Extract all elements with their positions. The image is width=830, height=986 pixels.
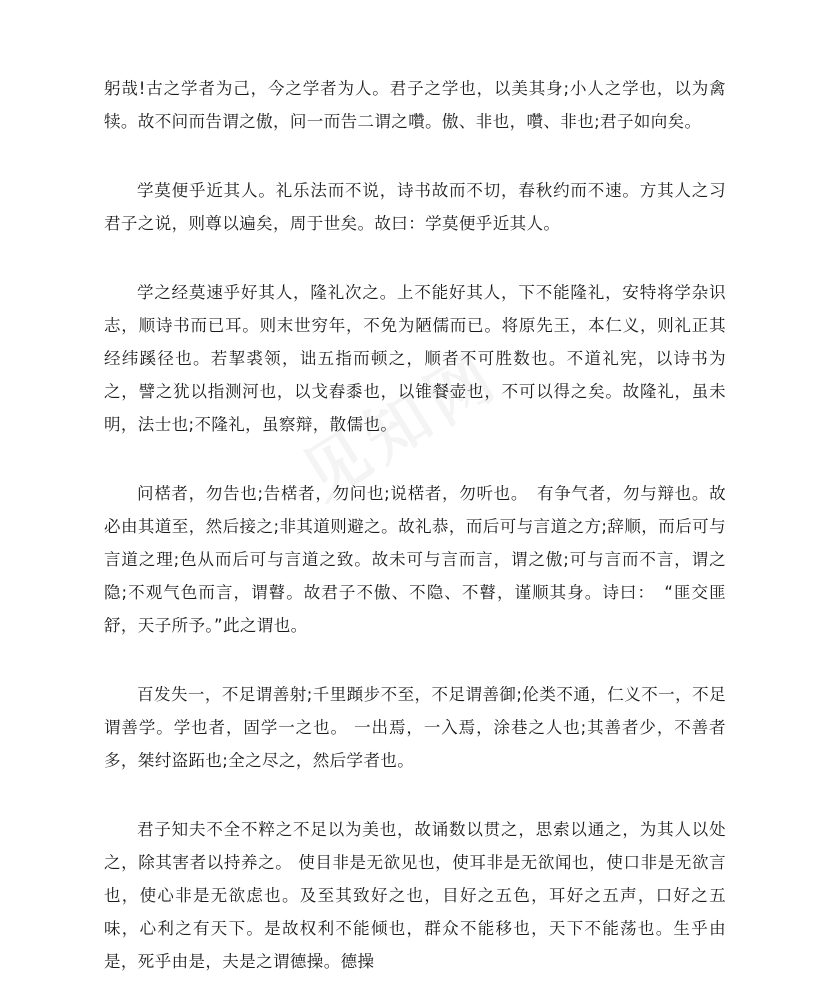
paragraph-4: 问楛者，勿告也;告楛者，勿问也;说楛者，勿听也。 有争气者，勿与辩也。故必由其道至，然后接之;非其道则避之。故礼恭，而后可与言道之方;辞顺，而后可与言道之理;色从而后可与言道之致。故未可与言而言，谓之傲;可与言而不言，谓之隐;不观气色而言，谓瞽。故君子不傲、不隐、不瞽，谨顺其身。诗曰： “匪交匪舒，天子所予。”此之谓也。 [104, 484, 726, 635]
paragraph-3: 学之经莫速乎好其人，隆礼次之。上不能好其人，下不能隆礼，安特将学杂识志，顺诗书而已耳。则末世穷年，不免为陋儒而已。将原先王，本仁义，则礼正其经纬蹊径也。若挈裘领，诎五指而顿之，顺者不可胜数也。不道礼宪，以诗书为之，譬之犹以指测河也，以戈舂黍也，以锥餐壶也，不可以得之矣。故隆礼，虽未明，法士也;不隆礼，虽察辩，散儒也。 [104, 283, 726, 434]
paragraph-5: 百发失一，不足谓善射;千里蹞步不至，不足谓善御;伦类不通，仁义不一，不足谓善学。学也者，固学一之也。 一出焉，一入焉，涂巷之人也;其善者少，不善者多，桀纣盗跖也;全之尽之，然后学者也。 [104, 685, 726, 770]
paragraph-6: 君子知夫不全不粹之不足以为美也，故诵数以贯之，思索以通之，为其人以处之，除其害者以持养之。 使目非是无欲见也，使耳非是无欲闻也，使口非是无欲言也，使心非是无欲虑也。及至其致好之也，目好之五色，耳好之五声，口好之五味，心利之有天下。是故权利不能倾也，群众不能移也，天下不能荡也。生乎由是，死乎由是，夫是之谓德操。德操 [104, 820, 726, 971]
paragraph-2: 学莫便乎近其人。礼乐法而不说，诗书故而不切，春秋约而不速。方其人之习君子之说，则尊以遍矣，周于世矣。故曰：学莫便乎近其人。 [104, 181, 726, 233]
paragraph-1: 躬哉!古之学者为己，今之学者为人。君子之学也，以美其身;小人之学也，以为禽犊。故不问而告谓之傲，问一而告二谓之囋。傲、非也，囋、非也;君子如向矣。 [104, 79, 726, 131]
